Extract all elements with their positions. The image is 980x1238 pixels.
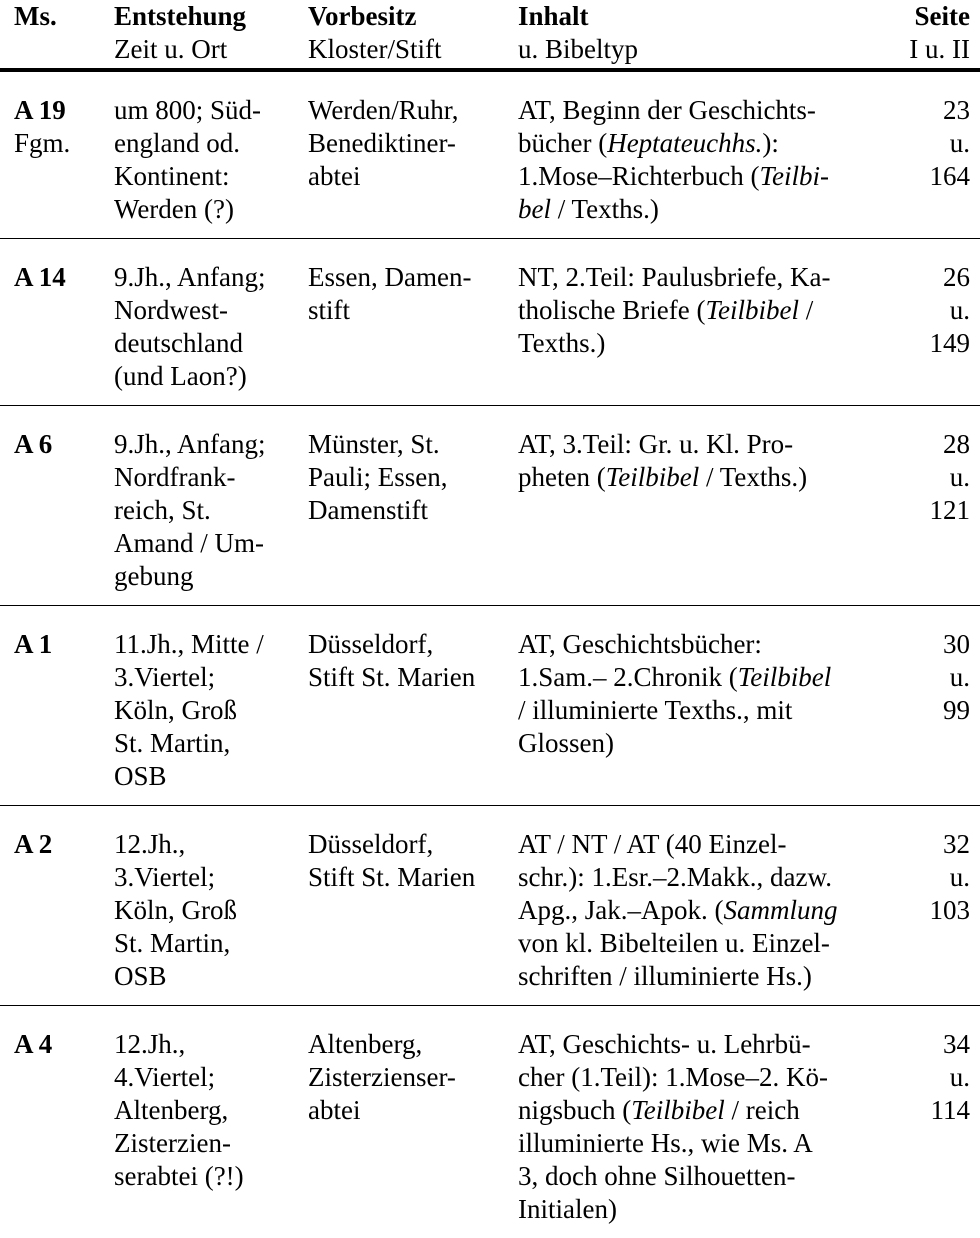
cell-entstehung-line: Zisterzien- bbox=[114, 1127, 294, 1160]
cell-entstehung-line: (und Laon?) bbox=[114, 360, 294, 393]
inhalt-text: schr.): 1.Esr.–2.Makk., dazw. bbox=[518, 862, 832, 892]
cell-entstehung-line: 12.Jh., bbox=[114, 828, 294, 861]
cell-entstehung-line: Nordfrank- bbox=[114, 461, 294, 494]
inhalt-text: 3, doch ohne Silhouetten- bbox=[518, 1161, 795, 1191]
cell-vorbesitz-line: Zisterzienser- bbox=[308, 1061, 504, 1094]
cell-entstehung-line: Nordwest- bbox=[114, 294, 294, 327]
cell-inhalt-line bbox=[518, 861, 884, 894]
cell-inhalt-line bbox=[518, 1160, 884, 1193]
table-row bbox=[0, 806, 980, 1006]
cell-entstehung-line: 12.Jh., bbox=[114, 1028, 294, 1061]
inhalt-italic-term: Teilbibel bbox=[705, 295, 799, 325]
cell-vorbesitz-line: Stift St. Marien bbox=[308, 661, 504, 694]
cell-inhalt-line bbox=[518, 727, 884, 760]
inhalt-text: 1.Sam.– 2.Chronik ( bbox=[518, 662, 738, 692]
inhalt-text: tholische Briefe ( bbox=[518, 295, 705, 325]
cell-vorbesitz bbox=[294, 606, 504, 806]
inhalt-italic-term: bel bbox=[518, 194, 551, 224]
cell-inhalt-line bbox=[518, 960, 884, 993]
cell-seite-line: u. bbox=[884, 294, 970, 327]
cell-vorbesitz-line: stift bbox=[308, 294, 504, 327]
header-inhalt-sub: u. Bibeltyp bbox=[518, 33, 884, 66]
header-seite bbox=[884, 0, 980, 70]
cell-seite-line: 164 bbox=[884, 160, 970, 193]
inhalt-italic-term: Sammlung bbox=[723, 895, 837, 925]
inhalt-text: AT, Beginn der Geschichts- bbox=[518, 95, 816, 125]
inhalt-text: nigsbuch ( bbox=[518, 1095, 631, 1125]
inhalt-text: / illuminierte Texths., mit bbox=[518, 695, 792, 725]
cell-inhalt bbox=[504, 70, 884, 239]
ms-number: A 6 bbox=[14, 428, 100, 461]
table-row bbox=[0, 606, 980, 806]
cell-seite-line: 103 bbox=[884, 894, 970, 927]
cell-inhalt-line bbox=[518, 94, 884, 127]
ms-number: A 1 bbox=[14, 628, 100, 661]
cell-seite-line: 34 bbox=[884, 1028, 970, 1061]
cell-inhalt-line bbox=[518, 694, 884, 727]
inhalt-text: Texths.) bbox=[518, 328, 605, 358]
header-entstehung bbox=[100, 0, 294, 70]
cell-entstehung-line: 9.Jh., Anfang; bbox=[114, 261, 294, 294]
cell-seite-line: 23 bbox=[884, 94, 970, 127]
header-entstehung-sub: Zeit u. Ort bbox=[114, 33, 294, 66]
header-row bbox=[0, 0, 980, 70]
cell-vorbesitz-line: Essen, Damen- bbox=[308, 261, 504, 294]
inhalt-text: Glossen) bbox=[518, 728, 614, 758]
cell-entstehung-line: 3.Viertel; bbox=[114, 661, 294, 694]
cell-seite-line: 32 bbox=[884, 828, 970, 861]
cell-vorbesitz bbox=[294, 406, 504, 606]
table-body bbox=[0, 70, 980, 1238]
cell-vorbesitz-line: Altenberg, bbox=[308, 1028, 504, 1061]
header-vorbesitz bbox=[294, 0, 504, 70]
inhalt-italic-term: Teilbibel bbox=[631, 1095, 725, 1125]
cell-vorbesitz-line: Düsseldorf, bbox=[308, 628, 504, 661]
inhalt-text: AT, 3.Teil: Gr. u. Kl. Pro- bbox=[518, 429, 793, 459]
cell-entstehung-line: 4.Viertel; bbox=[114, 1061, 294, 1094]
cell-entstehung-line: OSB bbox=[114, 760, 294, 793]
ms-number: A 2 bbox=[14, 828, 100, 861]
header-ms bbox=[0, 0, 100, 70]
cell-inhalt bbox=[504, 406, 884, 606]
cell-seite bbox=[884, 806, 980, 1006]
inhalt-text: AT, Geschichtsbücher: bbox=[518, 629, 762, 659]
cell-seite-line: 149 bbox=[884, 327, 970, 360]
inhalt-text: / bbox=[799, 295, 813, 325]
cell-inhalt-line bbox=[518, 461, 884, 494]
cell-inhalt-line bbox=[518, 661, 884, 694]
cell-inhalt bbox=[504, 239, 884, 406]
inhalt-text: pheten ( bbox=[518, 462, 606, 492]
header-seite-sub: I u. II bbox=[884, 33, 970, 66]
inhalt-italic-term: Teilbibel bbox=[606, 462, 700, 492]
inhalt-text: von kl. Bibelteilen u. Einzel- bbox=[518, 928, 830, 958]
cell-seite bbox=[884, 1006, 980, 1238]
cell-seite-line: u. bbox=[884, 461, 970, 494]
inhalt-text: AT / NT / AT (40 Einzel- bbox=[518, 829, 786, 859]
cell-entstehung-line: gebung bbox=[114, 560, 294, 593]
inhalt-text: AT, Geschichts- u. Lehrbü- bbox=[518, 1029, 811, 1059]
cell-entstehung bbox=[100, 606, 294, 806]
cell-seite-line: 28 bbox=[884, 428, 970, 461]
header-inhalt-label: Inhalt bbox=[518, 0, 884, 33]
table-row bbox=[0, 239, 980, 406]
cell-seite-line: u. bbox=[884, 861, 970, 894]
cell-entstehung-line: Werden (?) bbox=[114, 193, 294, 226]
cell-entstehung-line: 3.Viertel; bbox=[114, 861, 294, 894]
cell-vorbesitz bbox=[294, 239, 504, 406]
cell-seite-line: u. bbox=[884, 661, 970, 694]
cell-entstehung bbox=[100, 239, 294, 406]
cell-seite bbox=[884, 406, 980, 606]
inhalt-text: illuminierte Hs., wie Ms. A bbox=[518, 1128, 813, 1158]
cell-entstehung-line: reich, St. bbox=[114, 494, 294, 527]
cell-entstehung-line: OSB bbox=[114, 960, 294, 993]
cell-inhalt-line bbox=[518, 261, 884, 294]
cell-vorbesitz-line: Düsseldorf, bbox=[308, 828, 504, 861]
cell-ms bbox=[0, 70, 100, 239]
cell-vorbesitz-line: Pauli; Essen, bbox=[308, 461, 504, 494]
inhalt-text: cher (1.Teil): 1.Mose–2. Kö- bbox=[518, 1062, 828, 1092]
cell-entstehung bbox=[100, 406, 294, 606]
table-row bbox=[0, 1006, 980, 1238]
cell-ms bbox=[0, 239, 100, 406]
cell-vorbesitz-line: Werden/Ruhr, bbox=[308, 94, 504, 127]
cell-inhalt bbox=[504, 806, 884, 1006]
cell-entstehung-line: Kontinent: bbox=[114, 160, 294, 193]
cell-inhalt-line bbox=[518, 294, 884, 327]
cell-ms bbox=[0, 606, 100, 806]
inhalt-text: NT, 2.Teil: Paulusbriefe, Ka- bbox=[518, 262, 831, 292]
inhalt-text: schriften / illuminierte Hs.) bbox=[518, 961, 812, 991]
inhalt-text: 1.Mose–Richterbuch ( bbox=[518, 161, 759, 191]
cell-seite-line: 121 bbox=[884, 494, 970, 527]
cell-inhalt bbox=[504, 1006, 884, 1238]
cell-ms bbox=[0, 806, 100, 1006]
cell-vorbesitz bbox=[294, 70, 504, 239]
cell-entstehung-line: Amand / Um- bbox=[114, 527, 294, 560]
table-row bbox=[0, 70, 980, 239]
cell-vorbesitz-line: Damenstift bbox=[308, 494, 504, 527]
cell-seite bbox=[884, 606, 980, 806]
cell-seite-line: 114 bbox=[884, 1094, 970, 1127]
cell-inhalt-line bbox=[518, 1094, 884, 1127]
table-header bbox=[0, 0, 980, 70]
inhalt-text: Initialen) bbox=[518, 1194, 617, 1224]
cell-entstehung bbox=[100, 1006, 294, 1238]
cell-ms bbox=[0, 1006, 100, 1238]
cell-vorbesitz-line: Münster, St. bbox=[308, 428, 504, 461]
ms-number: A 14 bbox=[14, 261, 100, 294]
cell-inhalt-line bbox=[518, 628, 884, 661]
cell-seite bbox=[884, 70, 980, 239]
cell-vorbesitz-line: Benediktiner- bbox=[308, 127, 504, 160]
cell-inhalt bbox=[504, 606, 884, 806]
ms-number: A 4 bbox=[14, 1028, 100, 1061]
header-seite-label: Seite bbox=[884, 0, 970, 33]
cell-seite bbox=[884, 239, 980, 406]
cell-entstehung bbox=[100, 70, 294, 239]
cell-vorbesitz-line: Stift St. Marien bbox=[308, 861, 504, 894]
inhalt-text: bücher ( bbox=[518, 128, 607, 158]
cell-entstehung-line: Altenberg, bbox=[114, 1094, 294, 1127]
cell-seite-line: u. bbox=[884, 1061, 970, 1094]
inhalt-italic-term: Teilbibel bbox=[738, 662, 832, 692]
cell-ms bbox=[0, 406, 100, 606]
cell-inhalt-line bbox=[518, 428, 884, 461]
cell-inhalt-line bbox=[518, 1127, 884, 1160]
cell-entstehung-line: england od. bbox=[114, 127, 294, 160]
cell-inhalt-line bbox=[518, 160, 884, 193]
ms-note: Fgm. bbox=[14, 127, 100, 160]
cell-vorbesitz bbox=[294, 1006, 504, 1238]
cell-entstehung-line: serabtei (?!) bbox=[114, 1160, 294, 1193]
cell-inhalt-line bbox=[518, 927, 884, 960]
inhalt-text: / Texths.) bbox=[699, 462, 807, 492]
cell-entstehung bbox=[100, 806, 294, 1006]
cell-vorbesitz bbox=[294, 806, 504, 1006]
cell-entstehung-line: deutschland bbox=[114, 327, 294, 360]
ms-number: A 19 bbox=[14, 94, 100, 127]
cell-seite-line: 99 bbox=[884, 694, 970, 727]
cell-entstehung-line: Köln, Groß bbox=[114, 694, 294, 727]
cell-entstehung-line: St. Martin, bbox=[114, 727, 294, 760]
table-row bbox=[0, 406, 980, 606]
inhalt-text: / reich bbox=[725, 1095, 800, 1125]
cell-entstehung-line: 11.Jh., Mitte / bbox=[114, 628, 294, 661]
inhalt-text: / Texths.) bbox=[551, 194, 659, 224]
inhalt-text: ): bbox=[762, 128, 779, 158]
cell-seite-line: u. bbox=[884, 127, 970, 160]
cell-seite-line: 30 bbox=[884, 628, 970, 661]
header-inhalt bbox=[504, 0, 884, 70]
cell-inhalt-line bbox=[518, 327, 884, 360]
cell-entstehung-line: Köln, Groß bbox=[114, 894, 294, 927]
header-vorbesitz-sub: Kloster/Stift bbox=[308, 33, 504, 66]
inhalt-italic-term: Heptateuchhs. bbox=[607, 128, 762, 158]
cell-inhalt-line bbox=[518, 193, 884, 226]
cell-inhalt-line bbox=[518, 1193, 884, 1226]
cell-entstehung-line: 9.Jh., Anfang; bbox=[114, 428, 294, 461]
header-ms-label: Ms. bbox=[14, 0, 100, 33]
header-vorbesitz-label: Vorbesitz bbox=[308, 0, 504, 33]
inhalt-italic-term: Teilbi- bbox=[759, 161, 829, 191]
cell-vorbesitz-line: abtei bbox=[308, 160, 504, 193]
cell-inhalt-line bbox=[518, 127, 884, 160]
cell-inhalt-line bbox=[518, 828, 884, 861]
cell-inhalt-line bbox=[518, 1028, 884, 1061]
inhalt-text: Apg., Jak.–Apok. ( bbox=[518, 895, 723, 925]
cell-entstehung-line: St. Martin, bbox=[114, 927, 294, 960]
cell-seite-line: 26 bbox=[884, 261, 970, 294]
cell-inhalt-line bbox=[518, 1061, 884, 1094]
cell-entstehung-line: um 800; Süd- bbox=[114, 94, 294, 127]
cell-inhalt-line bbox=[518, 894, 884, 927]
header-entstehung-label: Entstehung bbox=[114, 0, 294, 33]
cell-vorbesitz-line: abtei bbox=[308, 1094, 504, 1127]
